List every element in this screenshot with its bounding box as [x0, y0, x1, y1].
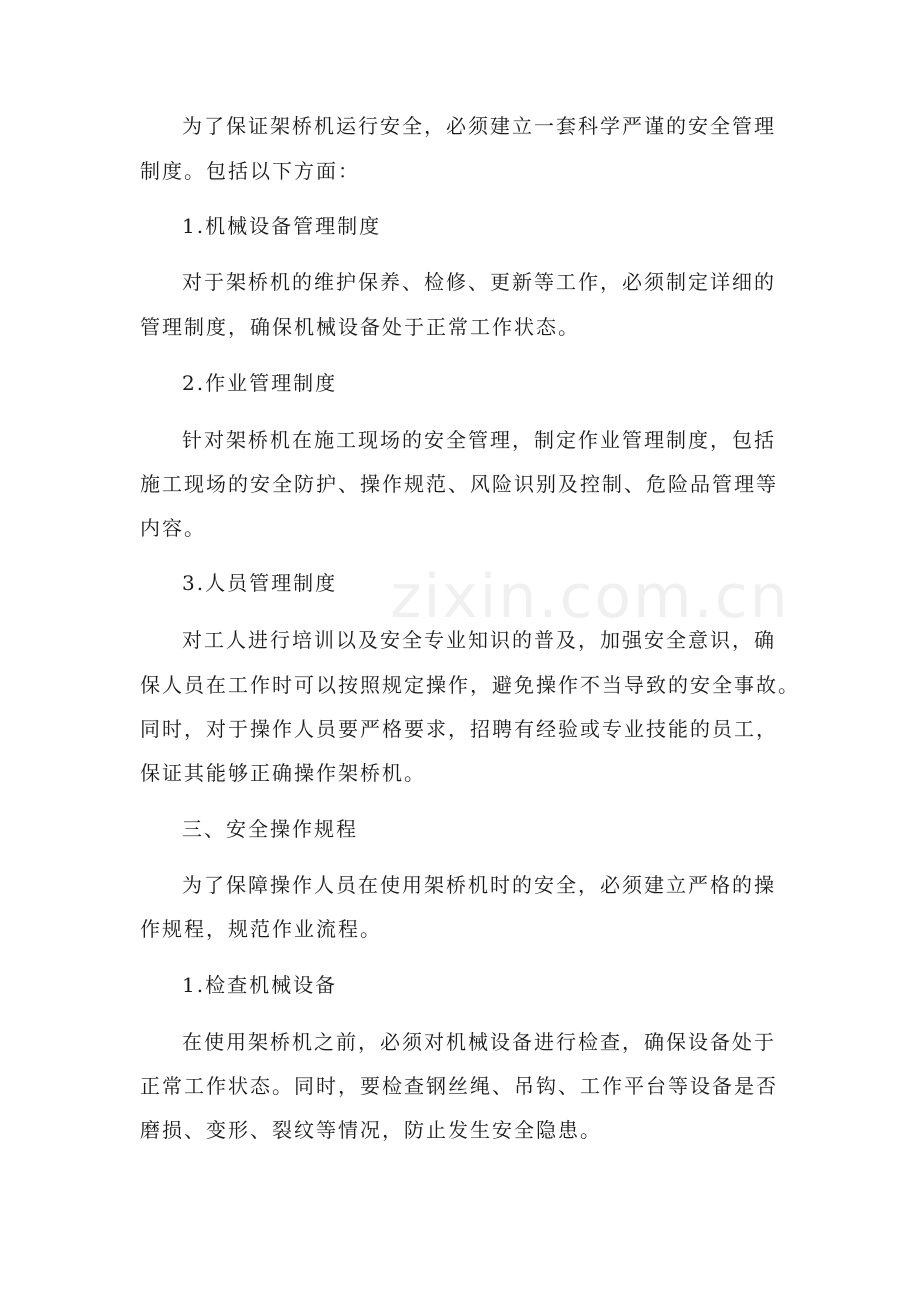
paragraph-check-line-1: 在使用架桥机之前，必须对机械设备进行检查，确保设备处于	[182, 1030, 776, 1054]
paragraph-operation-line-1: 针对架桥机在施工现场的安全管理，制定作业管理制度，包括	[182, 428, 776, 452]
paragraph-check-line-2: 正常工作状态。同时，要检查钢丝绳、吊钩、工作平台等设备是否	[140, 1074, 778, 1098]
paragraph-intro-line-1: 为了保证架桥机运行安全，必须建立一套科学严谨的安全管理	[182, 114, 776, 138]
paragraph-personnel-line-4: 保证其能够正确操作架桥机。	[140, 761, 426, 785]
heading-safety-procedures: 三、安全操作规程	[182, 817, 358, 841]
heading-check-equipment: 1.检查机械设备	[182, 973, 338, 997]
paragraph-equipment-line-1: 对于架桥机的维护保养、检修、更新等工作，必须制定详细的	[182, 270, 776, 294]
paragraph-equipment-line-2: 管理制度，确保机械设备处于正常工作状态。	[140, 315, 580, 339]
watermark: zixin.com.cn	[390, 562, 790, 632]
paragraph-personnel-line-2: 保人员在工作时可以按照规定操作，避免操作不当导致的安全事故。	[140, 673, 800, 697]
paragraph-operation-line-2: 施工现场的安全防护、操作规范、风险识别及控制、危险品管理等	[140, 472, 778, 496]
paragraph-personnel-line-1: 对工人进行培训以及安全专业知识的普及，加强安全意识，确	[182, 628, 776, 652]
paragraph-procedures-line-1: 为了保障操作人员在使用架桥机时的安全，必须建立严格的操	[182, 873, 776, 897]
paragraph-check-line-3: 磨损、变形、裂纹等情况，防止发生安全隐患。	[140, 1118, 602, 1142]
paragraph-intro-line-2: 制度。包括以下方面：	[140, 159, 360, 183]
paragraph-operation-line-3: 内容。	[140, 516, 206, 540]
heading-equipment-management: 1.机械设备管理制度	[182, 214, 382, 238]
paragraph-procedures-line-2: 作规程，规范作业流程。	[140, 917, 382, 941]
paragraph-personnel-line-3: 同时，对于操作人员要严格要求，招聘有经验或专业技能的员工，	[140, 717, 778, 741]
heading-personnel-management: 3.人员管理制度	[182, 571, 338, 595]
heading-operation-management: 2.作业管理制度	[182, 371, 338, 395]
